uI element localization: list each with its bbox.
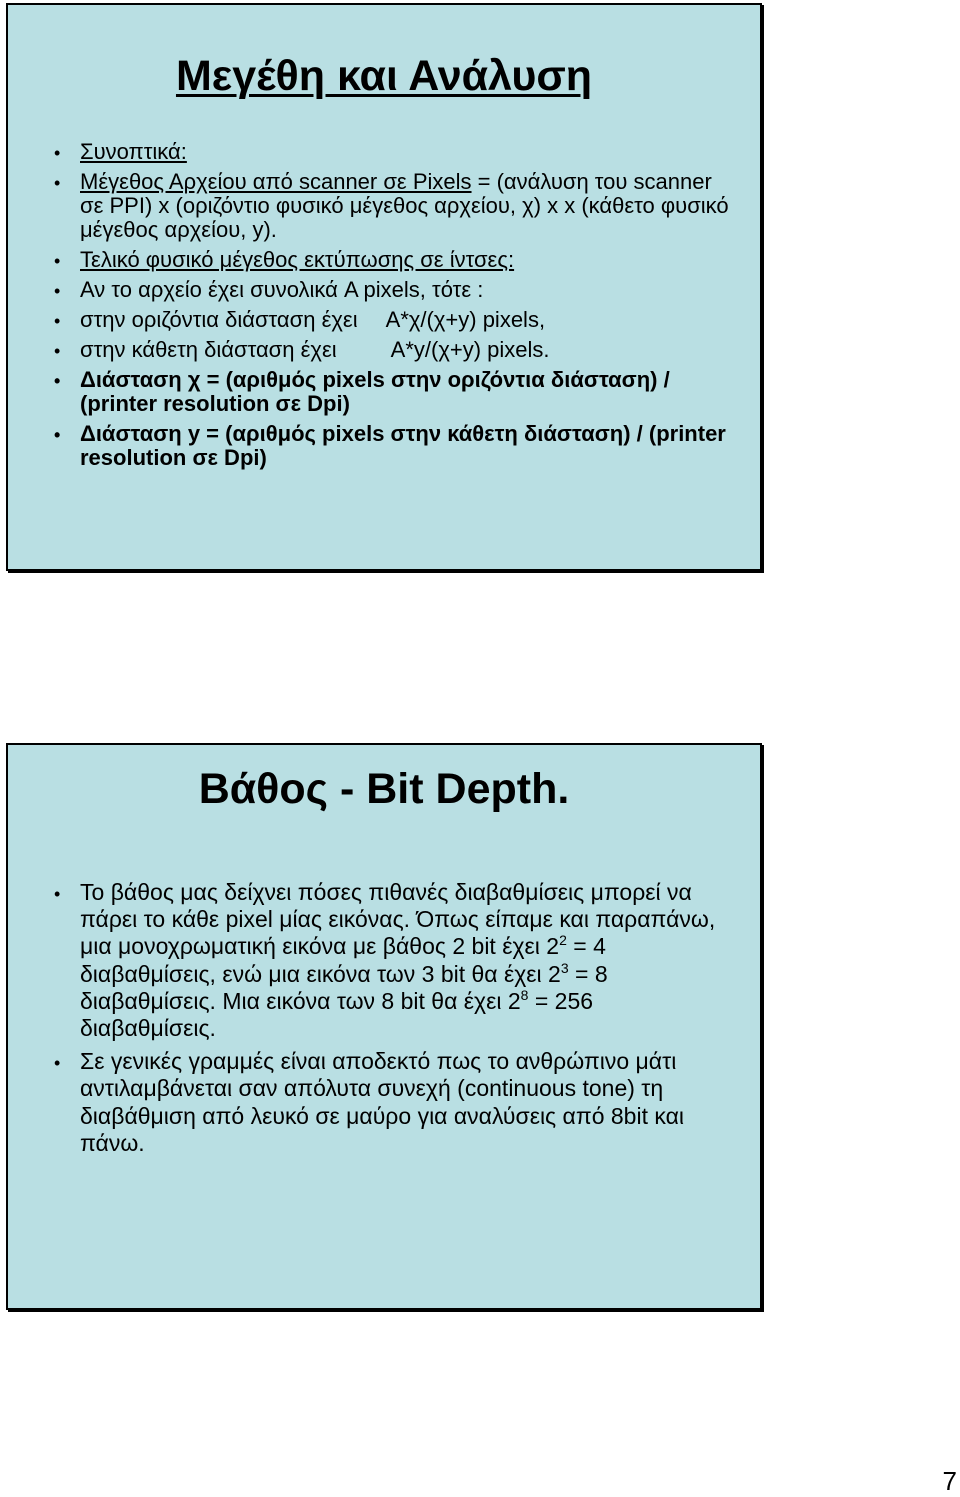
bit-depth-text-a: Το βάθος μας δείχνει πόσες πιθανές διαβαθμίσεις μπορεί να πάρει το κάθε pixel μίας εικόνας. Όπως είπαμε και παραπάνω, μια μονοχρωματική εικόνα με βάθος 2 bit έχει 2 <box>80 879 716 960</box>
bit-depth-text-b: = 4 διαβαθμίσεις, ενώ μια εικόνα των 3 bit θα έχει 2 <box>80 933 606 987</box>
list-item <box>8 278 760 302</box>
bullet-icon: • <box>54 371 61 391</box>
slide-bit-depth <box>6 743 762 1310</box>
bullet-icon: • <box>54 311 61 331</box>
list-item <box>8 140 760 164</box>
slide-title <box>8 52 760 101</box>
file-size-formula: = (ανάλυση του scanner σε PPI) x (οριζόντιο φυσικό μέγεθος αρχείου, χ) x x (κάθετο φυσικό μέγεθος αρχείου, y). <box>80 169 729 242</box>
bullet-icon: • <box>54 143 61 163</box>
list-item <box>8 170 760 242</box>
bit-depth-text-d: = 256 διαβαθμίσεις. <box>80 987 594 1042</box>
bullet-icon: • <box>54 251 61 271</box>
list-item <box>8 422 760 470</box>
page-number: 7 <box>942 1466 957 1496</box>
dimension-x-formula: Διάσταση χ = (αριθμός pixels στην οριζόντια διάσταση) / (printer resolution σε Dpi) <box>80 367 670 416</box>
dimension-y-formula: Διάσταση y = (αριθμός pixels στην κάθετη διάσταση) / (printer resolution σε Dpi) <box>80 421 726 470</box>
bullet-icon: • <box>54 173 61 193</box>
slide-title <box>8 765 760 814</box>
vertical-value: A*y/(χ+y) pixels. <box>390 337 550 362</box>
bullet-list <box>8 140 760 476</box>
bit-depth-text-c: = 8 διαβαθμίσεις. Μια εικόνα των 8 bit θα έχει 2 <box>80 960 608 1014</box>
exponent: 3 <box>560 959 569 976</box>
exponent: 8 <box>520 986 529 1003</box>
total-pixels-text: Αν το αρχείο έχει συνολικά A pixels, τότε : <box>80 277 484 302</box>
bullet-icon: • <box>54 281 61 301</box>
slide-title-text: Μεγέθη και Ανάλυση <box>175 52 593 100</box>
file-size-term: Μέγεθος Αρχείου από scanner σε Pixels <box>80 169 472 194</box>
bullet-icon: • <box>54 425 61 445</box>
list-item <box>8 368 760 416</box>
bullet-icon: • <box>54 341 61 361</box>
print-size-heading: Τελικό φυσικό μέγεθος εκτύπωσης σε ίντσες: <box>80 247 515 272</box>
slide-size-resolution <box>6 3 762 571</box>
vertical-label: στην κάθετη διάσταση έχει <box>80 337 337 362</box>
list-item <box>8 1048 760 1157</box>
list-item <box>8 248 760 272</box>
list-item <box>8 308 760 332</box>
summary-heading: Συνοπτικά: <box>80 139 187 164</box>
list-item <box>8 338 760 362</box>
continuous-tone-text: Σε γενικές γραμμές είναι αποδεκτό πως το ανθρώπινο μάτι αντιλαμβάνεται σαν απόλυτα συνεχή (continuous tone) τη διαβάθμιση από λευκό σε μαύρο για αναλύσεις από 8bit και πάνω. <box>80 1048 684 1156</box>
bullet-list <box>8 879 760 1163</box>
list-item <box>8 879 760 1042</box>
horizontal-label: στην οριζόντια διάσταση έχει <box>80 307 358 332</box>
exponent: 2 <box>559 932 567 949</box>
horizontal-value: A*χ/(χ+y) pixels, <box>385 307 546 332</box>
bullet-icon: • <box>54 884 61 904</box>
bullet-icon: • <box>54 1053 61 1074</box>
slide-title-text: Βάθος - Bit Depth. <box>198 765 570 813</box>
